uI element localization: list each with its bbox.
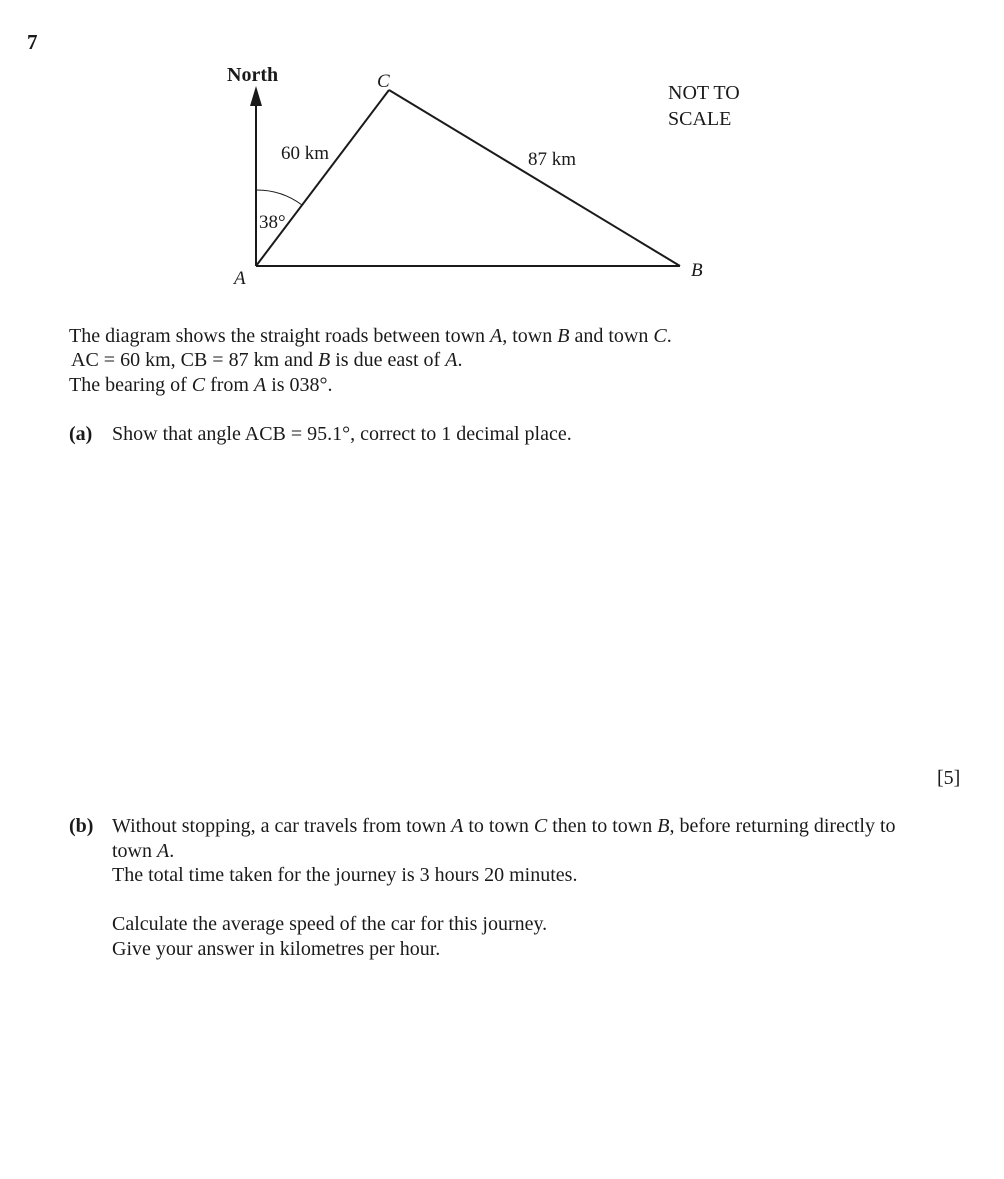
part-b-label: (b) [69, 815, 94, 837]
part-a-marks: [5] [937, 767, 961, 789]
part-b-line-1: Without stopping, a car travels from town A to town C then to town B, before returning directly to [112, 815, 896, 837]
vertex-c-label: C [377, 71, 390, 92]
question-number: 7 [27, 30, 38, 54]
side-ac-label: 60 km [281, 143, 330, 164]
part-b-line-2: town A. [112, 840, 175, 862]
vertex-b-label: B [691, 260, 703, 281]
part-a-text: Show that angle ACB = 95.1°, correct to 1 decimal place. [112, 423, 572, 445]
side-cb-label: 87 km [528, 149, 577, 170]
intro-line-3: The bearing of C from A is 038°. [69, 374, 333, 396]
north-arrow-icon [250, 86, 262, 106]
triangle-diagram [0, 0, 1004, 300]
north-label: North [227, 64, 279, 86]
vertex-a-label: A [234, 268, 246, 289]
side-cb [389, 90, 680, 266]
not-to-scale-note: NOT TO SCALE [668, 82, 740, 130]
angle-label: 38° [259, 212, 286, 233]
side-ac [256, 90, 389, 266]
part-b-line-5: Give your answer in kilometres per hour. [112, 938, 441, 960]
part-a-label: (a) [69, 423, 93, 445]
intro-line-1: The diagram shows the straight roads between town A, town B and town C. [69, 325, 672, 347]
part-b-line-3: The total time taken for the journey is 3 hours 20 minutes. [112, 864, 578, 886]
intro-line-2: AC = 60 km, CB = 87 km and B is due east of A. [71, 349, 463, 371]
bearing-angle-arc [256, 190, 302, 205]
part-b-line-4: Calculate the average speed of the car for this journey. [112, 913, 548, 935]
